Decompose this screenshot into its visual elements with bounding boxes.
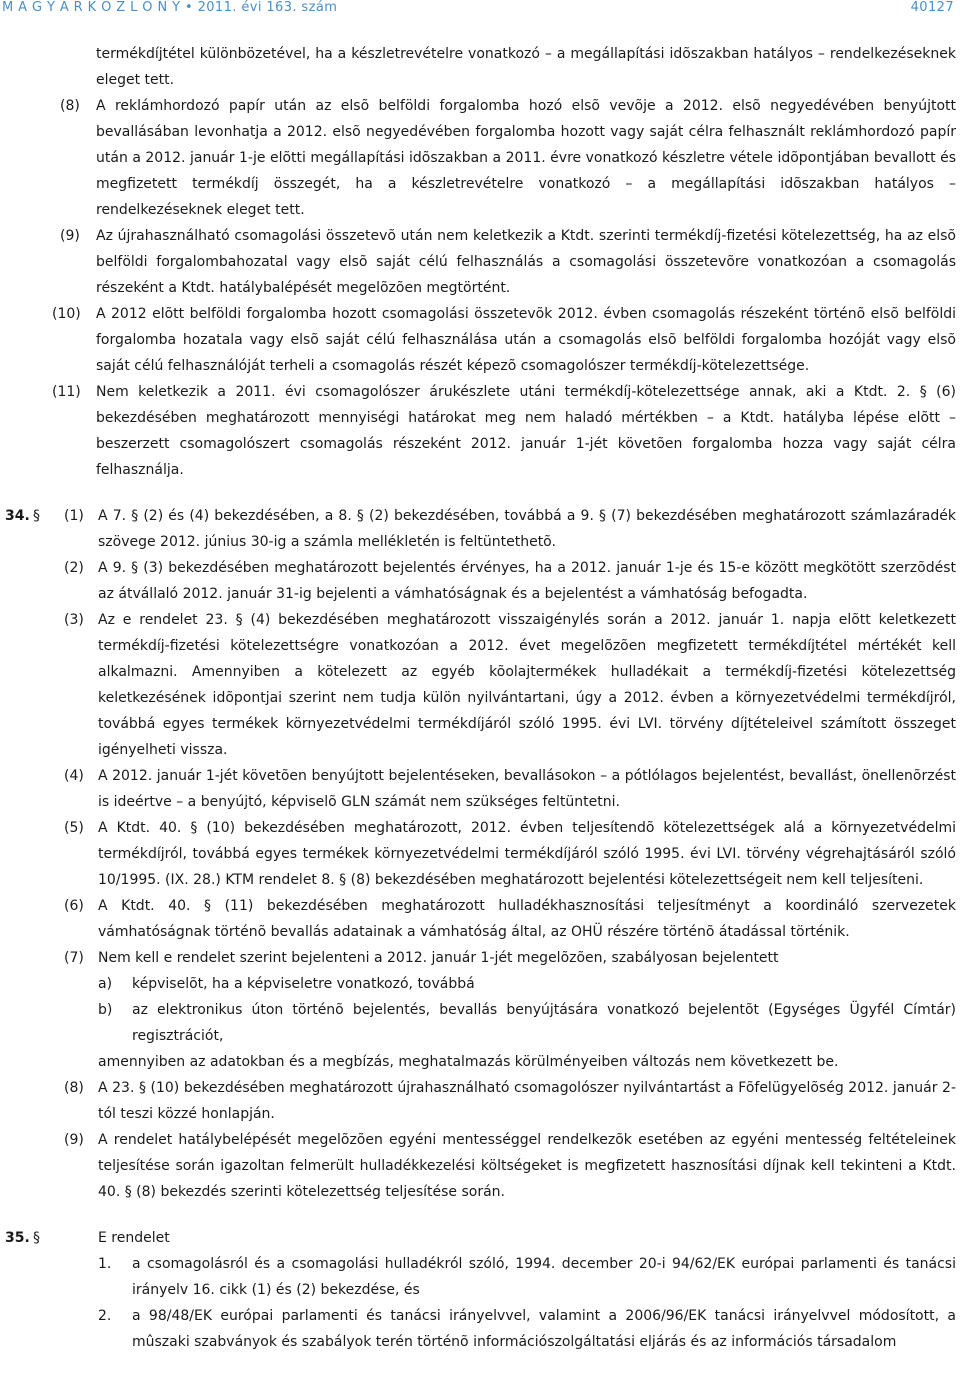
list-label: 1. xyxy=(98,1256,112,1272)
paragraph-text: Az e rendelet 23. § (4) bekezdésében meghatározott visszaigénylés során a 2012. január 1. napja elõtt keletkezett termékdíj-fizetési kötelezettségre vonatkozóan a 2012. évet megelõzõen megfizetett termékdíjtétel mértékét kell alkalmazni. Amennyiben a kötelezett az egyéb kõolajtermékek hulladékait a termékdíj-fizetési kötelezettség keletkezésének idõpontjai szerint nem tudja külön nyilvántartani, úgy a 2012. évben a környezetvédelmi termékdíjról, továbbá egyes termékek környezetvédelmi termékdíjáról szóló 1995. évi LVI. törvény díjtételeivel számított összeget igényelheti vissza. xyxy=(98,612,956,758)
list-label: 2. xyxy=(98,1308,112,1324)
paragraph-text: Nem keletkezik a 2011. évi csomagolószer árukészlete utáni termékdíj-kötelezettsége annak, aki a Ktdt. 2. § (6) bekezdésében meghatározott mennyiségi határokat meg nem haladó mértékben – a Ktdt. hatályba lépése elõtt – beszerzett csomagolószert csomagolás részeként 2012. január 1-jét követõen forgalomba hozza vagy saját célra felhasználja. xyxy=(96,384,956,478)
paragraph-number: (4) xyxy=(64,768,84,784)
journal-title: M A G Y A R K Ö Z L Ö N Y • 2011. évi 163. szám xyxy=(2,0,338,15)
list-label: b) xyxy=(98,1002,113,1018)
list-item-b xyxy=(0,997,960,1049)
paragraph-9 xyxy=(0,223,960,301)
section-35-intro xyxy=(0,1225,960,1251)
section-34-para-5 xyxy=(0,815,960,893)
paragraph-text: A reklámhordozó papír után az elsõ belföldi forgalomba hozó elsõ vevõje a 2012. elsõ negyedévében benyújtott bevallásában levonhatja a 2012. elsõ negyedévében forgalomba hozott vagy saját célra felhasznált reklámhordozó papír után a 2012. január 1-je elõtti megállapítási idõszakban a 2011. évre vonatkozó készletre vétele idõpontjában bevallott és megfizetett termékdíj összegét, ha a készletrevételre vonatkozó – a megállapítási idõszakban hatályos – rendelkezéseknek eleget tett. xyxy=(96,98,956,218)
list-text: a csomagolásról és a csomagolási hulladékról szóló, 1994. december 20-i 94/62/EK európai parlamenti és tanácsi irányelv 16. cikk (1) és (2) bekezdése, és xyxy=(132,1256,956,1298)
section-sign: § xyxy=(33,508,40,524)
section-34-para-6 xyxy=(0,893,960,945)
list-text: az elektronikus úton történõ bejelentés, bevallás benyújtására vonatkozó bejelentõt (Egységes Ügyfél Címtár) regisztrációt, xyxy=(132,1002,956,1044)
paragraph-number: (9) xyxy=(64,1132,84,1148)
section-34-para-9 xyxy=(0,1127,960,1205)
paragraph-text: A rendelet hatálybelépését megelõzõen egyéni mentességgel rendelkezõk esetében az egyéni mentesség feltételeinek teljesítése során igazoltan felmerült hulladékkezelési költségeket is megfizetett hasznosítási díjnak kell tekinteni a Ktdt. 40. § (8) bekezdés szerinti kötelezettség teljesítése során. xyxy=(98,1132,956,1200)
section-34-para-8 xyxy=(0,1075,960,1127)
paragraph-text: A 2012 elõtt belföldi forgalomba hozott csomagolási összetevõk 2012. évben csomagolás részeként történõ elsõ belföldi forgalomba hozatala vagy elsõ saját célú felhasználása után a csomagolás elsõ belföldi forgalomba hozóját vagy elsõ saját célú felhasználóját terheli a csomagolás részét képezõ csomagolószer termékdíj-kötelezettsége. xyxy=(96,306,956,374)
paragraph-11 xyxy=(0,379,960,483)
paragraph-text: A Ktdt. 40. § (11) bekezdésében meghatározott hulladékhasznosítási teljesítményt a koordináló szervezetek vámhatóságnak történõ bevallás adatainak a vámhatóság által, az OHÜ részére történõ átadással történik. xyxy=(98,898,956,940)
paragraph-text: A 23. § (10) bekezdésében meghatározott újrahasználható csomagolószer nyilvántartást a Fõfelügyelõség 2012. január 2-tól teszi közzé honlapján. xyxy=(98,1080,956,1122)
page-number: 40127 xyxy=(910,0,954,15)
paragraph-text: Nem kell e rendelet szerint bejelenteni a 2012. január 1-jét megelõzõen, szabályosan bejelentett xyxy=(98,950,779,966)
paragraph-8 xyxy=(0,93,960,223)
paragraph-number: (11) xyxy=(52,384,81,400)
list-text: képviselõt, ha a képviseletre vonatkozó, továbbá xyxy=(132,976,475,992)
list-item-1 xyxy=(0,1251,960,1303)
section-number: 34. xyxy=(5,508,30,524)
paragraph-number: (2) xyxy=(64,560,84,576)
paragraph-number: (7) xyxy=(64,950,84,966)
paragraph-10 xyxy=(0,301,960,379)
paragraph-7-tail xyxy=(0,1049,960,1075)
paragraph-number: (1) xyxy=(64,508,84,524)
section-number: 35. xyxy=(5,1230,30,1246)
page-body xyxy=(0,41,960,1355)
paragraph-text: A 9. § (3) bekezdésében meghatározott bejelentés érvényes, ha a 2012. január 1-je és 15-e között megkötött szerzõdést az átvállaló 2012. január 31-ig bejelenti a vámhatóságnak és a bejelentést a vámhatóság befogadta. xyxy=(98,560,956,602)
paragraph-number: (10) xyxy=(52,306,81,322)
paragraph-text: A 2012. január 1-jét követõen benyújtott bejelentéseken, bevallásokon – a pótlólagos bejelentést, bevallást, önellenõrzést is ideértve – a benyújtó, képviselõ GLN számát nem szükséges feltüntetni. xyxy=(98,768,956,810)
paragraph-number: (8) xyxy=(60,98,80,114)
section-sign: § xyxy=(33,1230,40,1246)
page-header xyxy=(0,0,960,22)
paragraph-number: (3) xyxy=(64,612,84,628)
paragraph-number: (9) xyxy=(60,228,80,244)
section-34-para-1 xyxy=(0,503,960,555)
list-item-2 xyxy=(0,1303,960,1355)
paragraph-text: A Ktdt. 40. § (10) bekezdésében meghatározott, 2012. évben teljesítendõ kötelezettségek alá a környezetvédelmi termékdíjról, továbbá egyes termékek környezetvédelmi termékdíjáról szóló 1995. évi LVI. törvény végrehajtásáról szóló 10/1995. (IX. 28.) KTM rendelet 8. § (8) bekezdésében meghatározott bejelentési kötelezettségeit nem kell teljesíteni. xyxy=(98,820,956,888)
paragraph-text: termékdíjtétel különbözetével, ha a készletrevételre vonatkozó – a megállapítási idõszakban hatályos – rendelkezéseknek eleget tett. xyxy=(96,46,956,88)
paragraph-text: amennyiben az adatokban és a megbízás, meghatalmazás körülményeiben változás nem következett be. xyxy=(98,1054,839,1070)
section-34-para-4 xyxy=(0,763,960,815)
paragraph-text: E rendelet xyxy=(98,1230,170,1246)
paragraph-number: (8) xyxy=(64,1080,84,1096)
paragraph-text: Az újrahasználható csomagolási összetevõ után nem keletkezik a Ktdt. szerinti termékdíj-fizetési kötelezettség, ha az elsõ belföldi forgalombahozatal vagy elsõ saját célú felhasználás a csomagolási összetevõre vonatkozóan a csomagolás részeként a Ktdt. hatálybalépését megelõzõen megtörtént. xyxy=(96,228,956,296)
section-34-para-3 xyxy=(0,607,960,763)
continuation-paragraph xyxy=(0,41,960,93)
section-34-para-2 xyxy=(0,555,960,607)
list-item-a xyxy=(0,971,960,997)
list-label: a) xyxy=(98,976,113,992)
paragraph-text: A 7. § (2) és (4) bekezdésében, a 8. § (2) bekezdésében, továbbá a 9. § (7) bekezdésében meghatározott számlazáradék szövege 2012. június 30-ig a számla mellékletén is feltüntethetõ. xyxy=(98,508,956,550)
paragraph-number: (5) xyxy=(64,820,84,836)
section-34-para-7 xyxy=(0,945,960,971)
paragraph-number: (6) xyxy=(64,898,84,914)
list-text: a 98/48/EK európai parlamenti és tanácsi irányelvvel, valamint a 2006/96/EK tanácsi irányelvvel módosított, a mûszaki szabványok és szabályok terén történõ információszolgáltatási eljárás és az információs társadalom xyxy=(132,1308,956,1350)
